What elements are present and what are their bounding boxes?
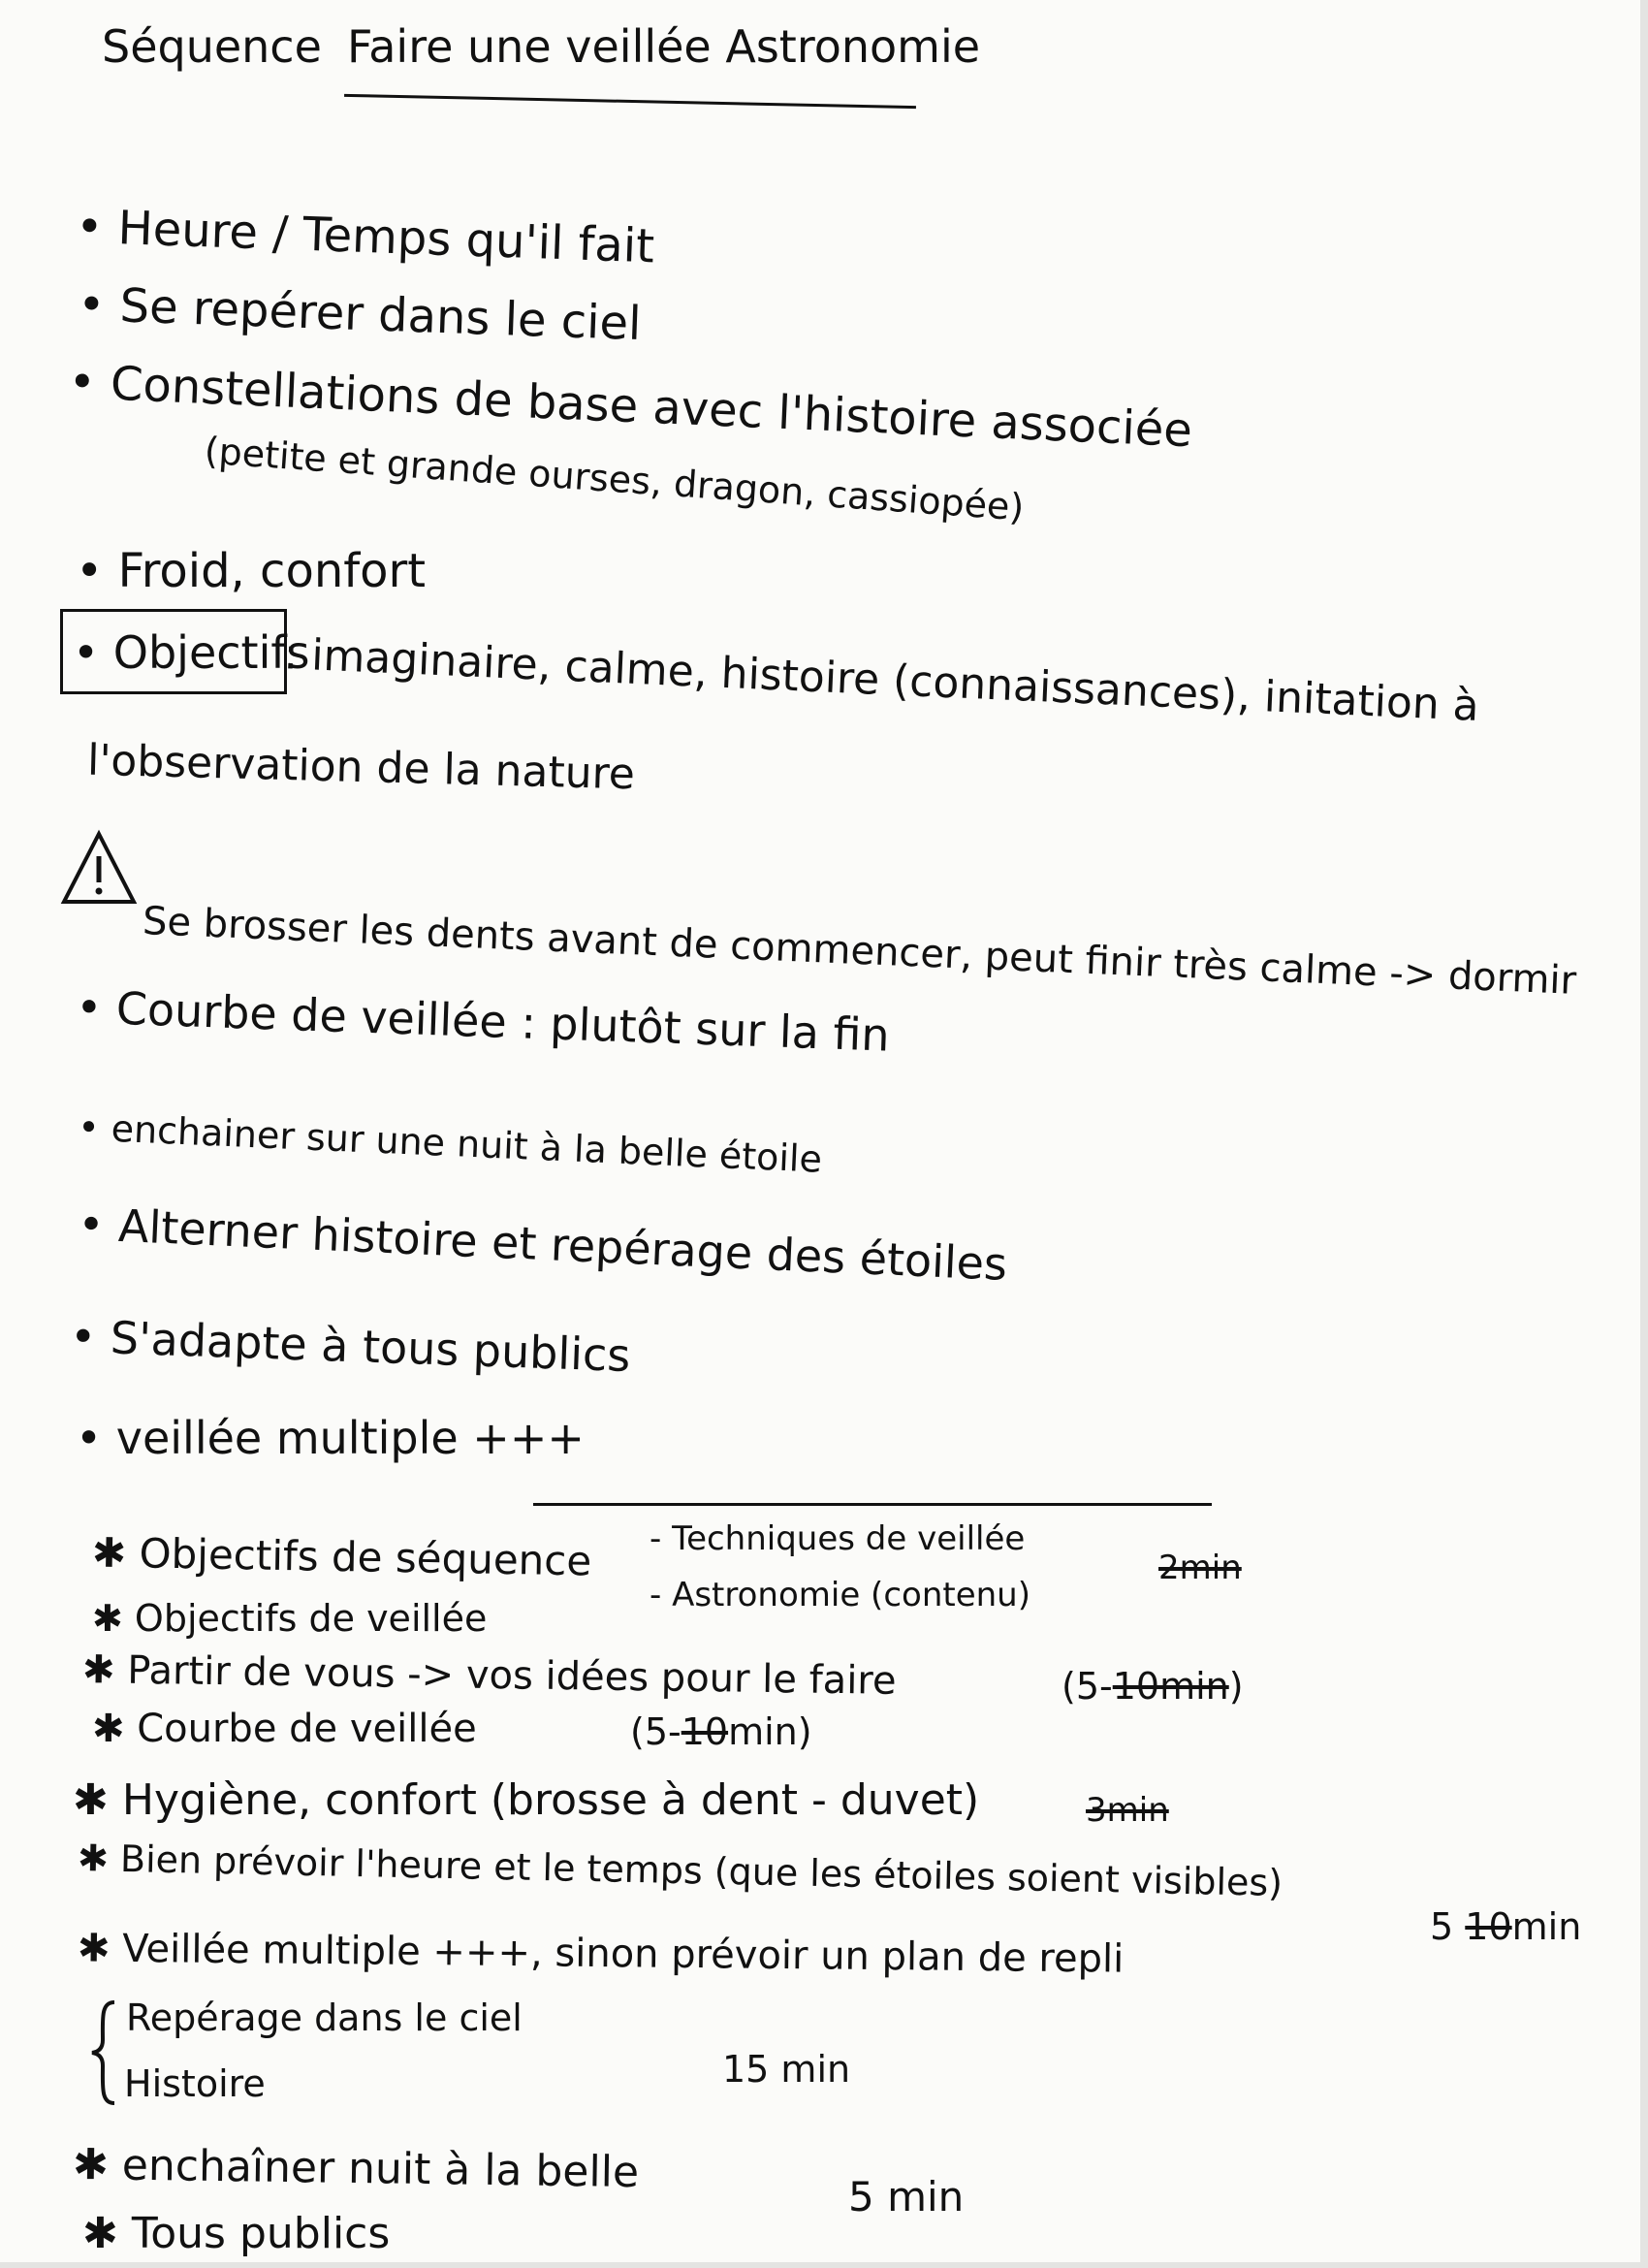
plan-bien-time-unit: min bbox=[1511, 1905, 1582, 1948]
plan-courbe-time-struck: 10 bbox=[681, 1710, 729, 1753]
plan-partir-time-struck: 10min bbox=[1112, 1665, 1229, 1708]
plan-bien-prevoir: ✱ Bien prévoir l'heure et le temps (que les étoiles soient visibles) bbox=[77, 1836, 1284, 1905]
plan-partir: ✱ Partir de vous -> vos idées pour le faire bbox=[81, 1647, 897, 1704]
plan-hygiene: ✱ Hygiène, confort (brosse à dent - duvet) bbox=[73, 1775, 980, 1825]
note-heure: • Heure / Temps qu'il fait bbox=[75, 199, 655, 274]
plan-bien-time bbox=[1430, 1905, 1582, 1948]
plan-histoire: Histoire bbox=[124, 2062, 266, 2105]
note-constellations: • Constellations de base avec l'histoire associée bbox=[67, 354, 1194, 459]
objectifs-text-cont: l'observation de la nature bbox=[86, 735, 636, 800]
plan-reperage: Repérage dans le ciel bbox=[126, 1996, 523, 2039]
plan-courbe-time-unit: min) bbox=[728, 1710, 812, 1753]
note-enchainer: • enchainer sur une nuit à la belle étoile bbox=[77, 1105, 823, 1181]
warning-icon bbox=[60, 829, 138, 907]
plan-enchainer-time: 5 min bbox=[848, 2173, 965, 2220]
plan-techniques: - Techniques de veillée bbox=[650, 1519, 1026, 1558]
plan-bien-time-value: 5 bbox=[1430, 1905, 1454, 1948]
plan-objectifs-veillee: ✱ Objectifs de veillée bbox=[92, 1597, 488, 1640]
note-multiple: • veillée multiple +++ bbox=[76, 1412, 585, 1464]
plan-struck-time-1: 2min bbox=[1158, 1549, 1242, 1587]
note-constellations-detail: (petite et grande ourses, dragon, cassiopée) bbox=[203, 429, 1026, 529]
scan-edge-bottom bbox=[0, 2262, 1648, 2268]
objectifs-text: : imaginaire, calme, histoire (connaissances), initation à bbox=[282, 629, 1480, 731]
plan-bien-time-struck: 10 bbox=[1465, 1905, 1512, 1948]
scan-edge-right bbox=[1640, 0, 1648, 2268]
note-alterner: • Alterner histoire et repérage des étoiles bbox=[77, 1198, 1009, 1291]
warning-text: Se brosser les dents avant de commencer, peut finir très calme -> dormir bbox=[142, 899, 1577, 1004]
section-divider bbox=[533, 1503, 1212, 1506]
plan-courbe-time bbox=[630, 1710, 812, 1753]
plan-partir-time-open: (5- bbox=[1062, 1665, 1113, 1708]
sequence-title: Faire une veillée Astronomie bbox=[347, 20, 981, 73]
plan-multiple: ✱ Veillée multiple +++, sinon prévoir un plan de repli bbox=[77, 1926, 1125, 1982]
plan-tous-publics: ✱ Tous publics bbox=[82, 2209, 391, 2258]
plan-courbe-time-open: (5- bbox=[630, 1710, 681, 1753]
plan-hygiene-struck: 3min bbox=[1086, 1791, 1169, 1830]
plan-reperage-time: 15 min bbox=[722, 2048, 851, 2091]
plan-partir-time-close: ) bbox=[1228, 1665, 1244, 1708]
title-underline bbox=[344, 94, 916, 109]
note-publics: • S'adapte à tous publics bbox=[69, 1309, 632, 1383]
brace-icon bbox=[89, 1999, 118, 2106]
plan-astronomie: - Astronomie (contenu) bbox=[650, 1576, 1030, 1614]
sequence-label: Séquence bbox=[102, 20, 322, 73]
plan-courbe: ✱ Courbe de veillée bbox=[92, 1707, 477, 1751]
plan-partir-time bbox=[1062, 1665, 1244, 1708]
plan-enchainer: ✱ enchaîner nuit à la belle bbox=[72, 2139, 640, 2198]
note-courbe: • Courbe de veillée : plutôt sur la fin bbox=[75, 980, 891, 1062]
plan-objectifs-sequence: ✱ Objectifs de séquence bbox=[91, 1528, 592, 1585]
note-froid: • Froid, confort bbox=[76, 544, 427, 598]
note-reperer: • Se repérer dans le ciel bbox=[77, 276, 643, 352]
objectifs-label: • Objectifs bbox=[73, 626, 310, 679]
